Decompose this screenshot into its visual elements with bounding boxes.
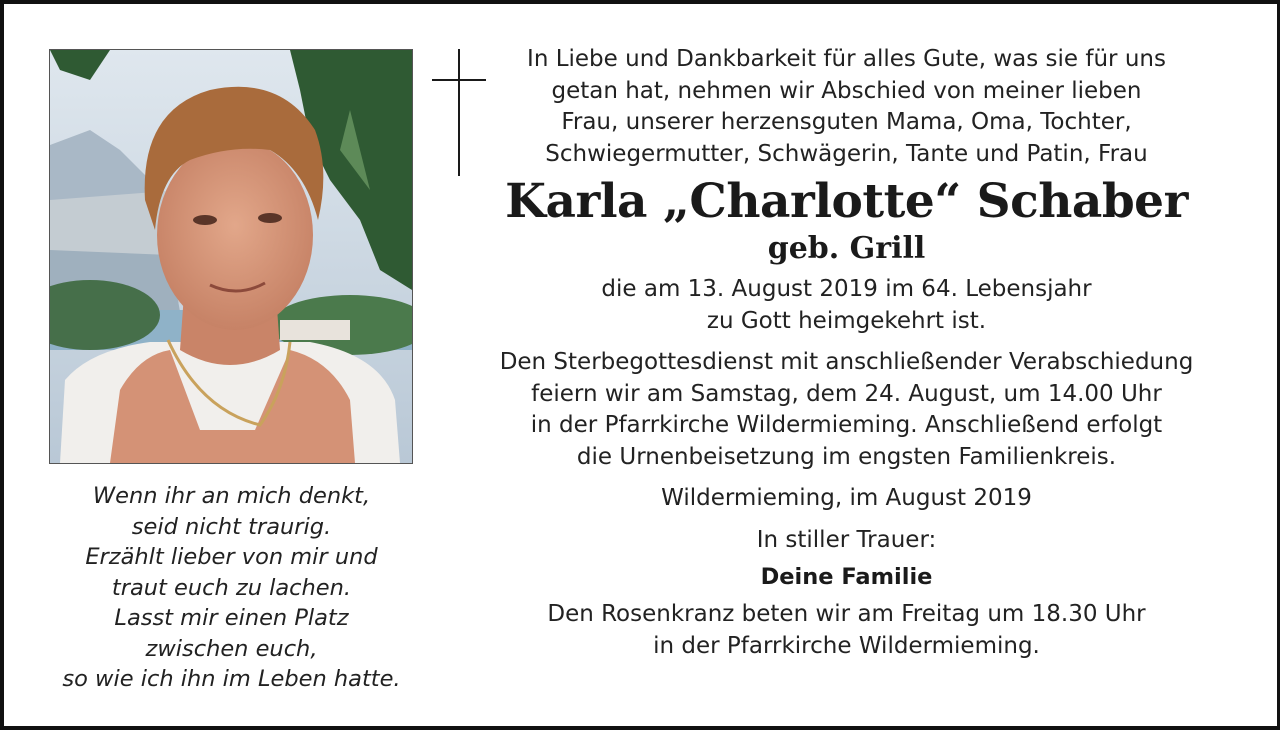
death-line: die am 13. August 2019 im 64. Lebensjahr: [601, 276, 1092, 302]
poem-line: traut euch zu lachen.: [111, 574, 352, 601]
portrait-photo-icon: [49, 49, 413, 464]
poem-line: seid nicht traurig.: [131, 513, 332, 540]
poem-line: so wie ich ihn im Leben hatte.: [62, 666, 401, 692]
death-line: zu Gott heimgekehrt ist.: [706, 307, 987, 334]
intro-line: Frau, unserer herzensguten Mama, Oma, Tochter,: [561, 109, 1132, 135]
intro-line: Schwiegermutter, Schwägerin, Tante und Patin, Frau: [545, 140, 1148, 167]
rosary-notice: [474, 599, 1219, 662]
poem-line: Wenn ihr an mich denkt,: [92, 483, 371, 509]
service-notice: [474, 347, 1219, 473]
death-notice: [474, 274, 1219, 337]
cross-vertical: [458, 49, 460, 176]
service-line: in der Pfarrkirche Wildermieming. Anschließend erfolgt: [530, 412, 1163, 438]
poem: [29, 481, 434, 695]
service-line: feiern wir am Samstag, dem 24. August, um 14.00 Uhr: [531, 380, 1162, 407]
service-line: Den Sterbegottesdienst mit anschließender Verabschiedung: [499, 349, 1194, 375]
mourning-text: In stiller Trauer:: [756, 526, 937, 553]
service-line: die Urnenbeisetzung im engsten Familienkreis.: [576, 443, 1117, 470]
obituary-text: [474, 44, 1219, 662]
rosary-line: Den Rosenkranz beten wir am Freitag um 18.30 Uhr: [547, 601, 1146, 627]
birth-name: geb. Grill: [767, 231, 926, 266]
intro-text: [474, 44, 1219, 170]
deceased-name: Karla „Charlotte“ Schaber: [505, 174, 1188, 229]
poem-line: Erzählt lieber von mir und: [85, 544, 378, 570]
intro-line: In Liebe und Dankbarkeit für alles Gute, was sie für uns: [527, 46, 1166, 72]
intro-line: getan hat, nehmen wir Abschied von meiner lieben: [551, 77, 1142, 104]
family-signature: Deine Familie: [760, 564, 933, 590]
place-date: Wildermieming, im August 2019: [661, 485, 1032, 511]
poem-line: zwischen euch,: [145, 635, 318, 662]
poem-line: Lasst mir einen Platz: [114, 605, 349, 631]
rosary-line: in der Pfarrkirche Wildermieming.: [653, 632, 1040, 659]
